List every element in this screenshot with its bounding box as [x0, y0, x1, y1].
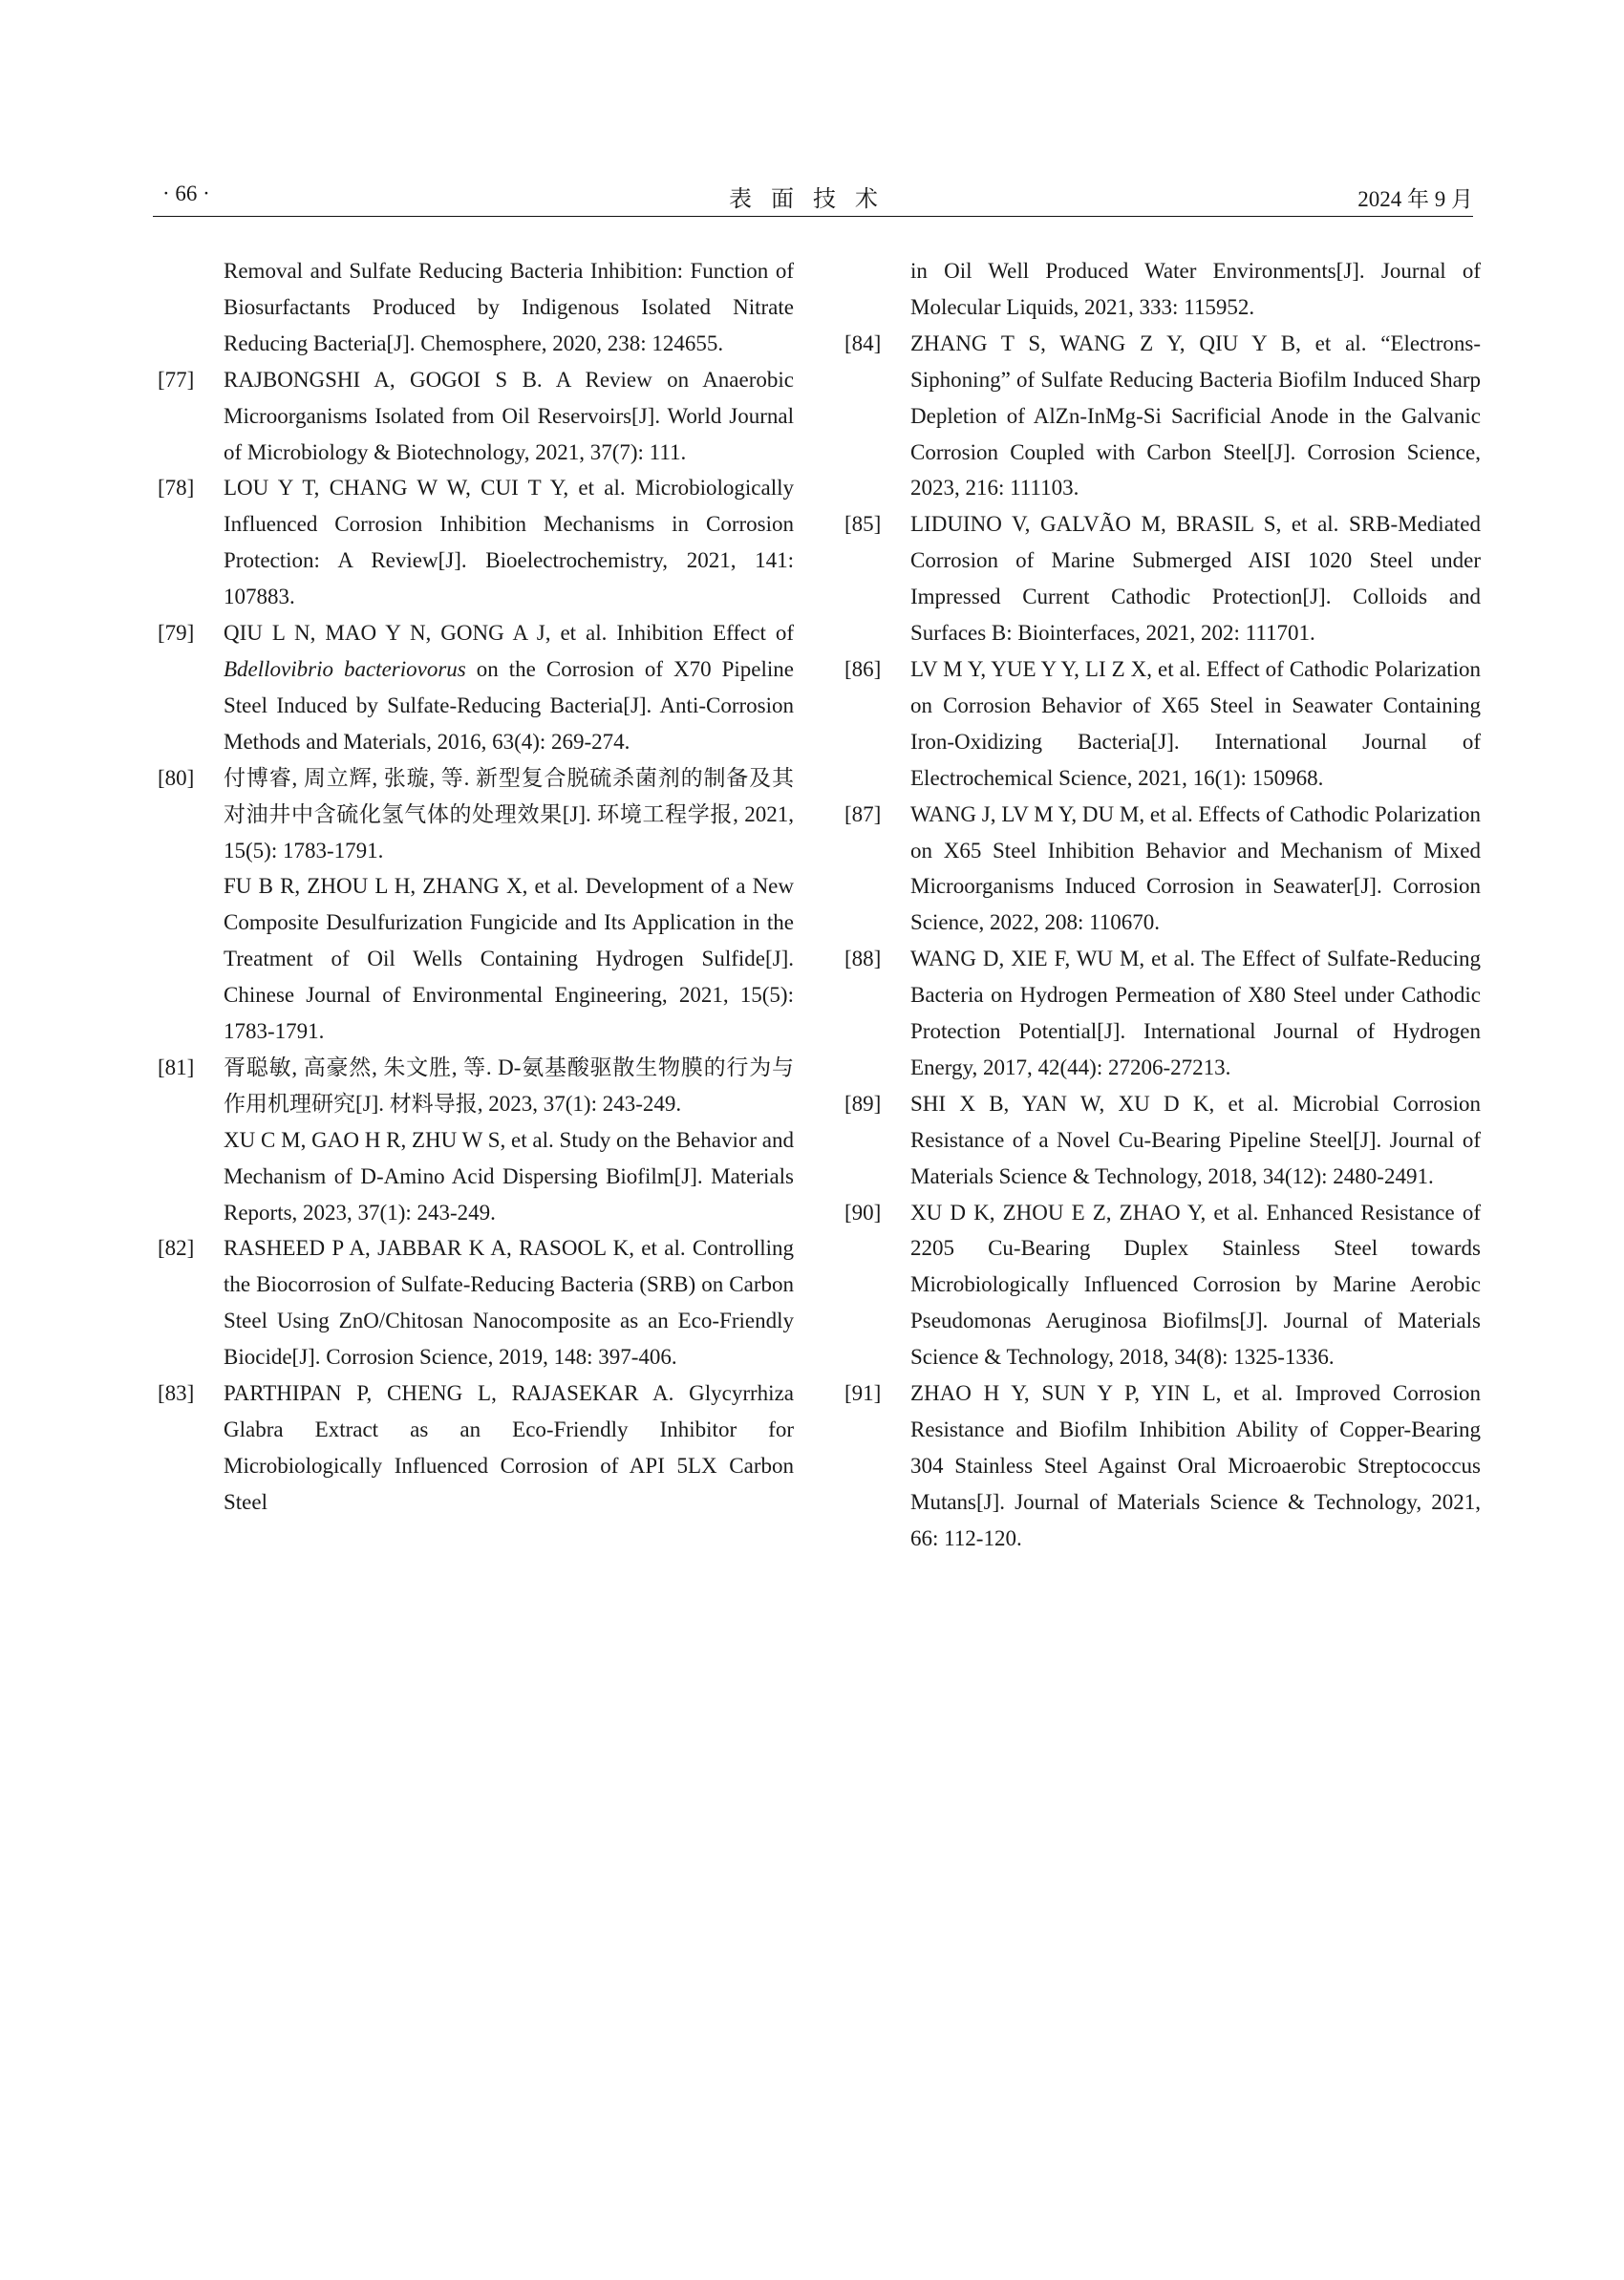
reference-item-78 [156, 470, 794, 615]
reference-number: [80] [158, 765, 195, 790]
reference-text-chinese: 胥聪敏, 高豪然, 朱文胜, 等. D-氨基酸驱散生物膜的行为与作用机理研究[J]. 材料导报, 2023, 37(1): 243-249. [224, 1055, 794, 1116]
reference-text: ZHAO H Y, SUN Y P, YIN L, et al. Improved Corrosion Resistance and Biofilm Inhibition Ability of Copper-Bearing 304 Stainless Steel Against Oral Microaerobic Streptococcus Mutans[J]. Journal of Materials Science & Technology, 2021, 66: 112-120. [910, 1381, 1481, 1550]
reference-number: [82] [158, 1236, 195, 1261]
reference-item-77 [156, 362, 794, 471]
reference-item-88 [843, 941, 1481, 1086]
reference-item-81 [156, 1050, 794, 1231]
reference-text: LV M Y, YUE Y Y, LI Z X, et al. Effect of Cathodic Polarization on Corrosion Behavior of X65 Steel in Seawater Containing Iron-Oxidizing Bacteria[J]. International Journal of Electrochemical Science, 2021, 16(1): 150968. [910, 656, 1481, 790]
reference-number: [91] [844, 1381, 882, 1406]
reference-item-89 [843, 1086, 1481, 1195]
reference-item-82 [156, 1230, 794, 1375]
reference-number: [81] [158, 1055, 195, 1079]
reference-item-76-cont [156, 253, 794, 362]
page-header [153, 178, 1473, 217]
reference-text: LIDUINO V, GALVÃO M, BRASIL S, et al. SRB-Mediated Corrosion of Marine Submerged AISI 1020 Steel under Impressed Current Cathodic Protection[J]. Colloids and Surfaces B: Biointerfaces, 2021, 202: 111701. [910, 512, 1481, 646]
reference-text: WANG D, XIE F, WU M, et al. The Effect of Sulfate-Reducing Bacteria on Hydrogen Permeation of X80 Steel under Cathodic Protection Potential[J]. International Journal of Hydrogen Energy, 2017, 42(44): 27206-27213. [910, 947, 1481, 1079]
reference-text [224, 615, 794, 760]
reference-text: XU D K, ZHOU E Z, ZHAO Y, et al. Enhanced Resistance of 2205 Cu-Bearing Duplex Stainless Steel towards Microbiologically Influenced Corrosion by Marine Aerobic Pseudomonas Aeruginosa Biofilms[J]. Journal of Materials Science & Technology, 2018, 34(8): 1325-1336. [910, 1200, 1481, 1370]
journal-title: 表面技术 [729, 187, 897, 212]
reference-text: ZHANG T S, WANG Z Y, QIU Y B, et al. “Electrons-Siphoning” of Sulfate Reducing Bacteria Biofilm Induced Sharp Depletion of AlZn-InMg-Si Sacrificial Anode in the Galvanic Corrosion Coupled with Carbon Steel[J]. Corrosion Science, 2023, 216: 111103. [910, 330, 1481, 501]
reference-text: RASHEED P A, JABBAR K A, RASOOL K, et al. Controlling the Biocorrosion of Sulfate-Reducing Bacteria (SRB) on Carbon Steel Using ZnO/Chitosan Nanocomposite as an Eco-Friendly Biocide[J]. Corrosion Science, 2019, 148: 397-406. [224, 1236, 794, 1370]
reference-number: [86] [844, 656, 882, 681]
reference-text-english: FU B R, ZHOU L H, ZHANG X, et al. Development of a New Composite Desulfurization Fungicide and Its Application in the Treatment of Oil Wells Containing Hydrogen Sulfide[J]. Chinese Journal of Environmental Engineering, 2021, 15(5): 1783-1791. [224, 874, 794, 1044]
reference-number: [89] [844, 1091, 882, 1116]
reference-number: [90] [844, 1200, 882, 1225]
reference-item-85 [843, 506, 1481, 651]
reference-number: [79] [158, 621, 195, 646]
reference-item-91 [843, 1375, 1481, 1557]
reference-item-84 [843, 326, 1481, 507]
reference-text: in Oil Well Produced Water Environments[J]. Journal of Molecular Liquids, 2021, 333: 115952. [910, 259, 1481, 319]
right-column [843, 253, 1481, 1557]
reference-item-90 [843, 1195, 1481, 1376]
reference-number: [84] [844, 330, 882, 355]
reference-item-83 [156, 1375, 794, 1521]
species-name: Bdellovibrio bacteriovorus [224, 656, 466, 681]
reference-text: LOU Y T, CHANG W W, CUI T Y, et al. Microbiologically Influenced Corrosion Inhibition Mechanisms in Corrosion Protection: A Review[J]. Bioelectrochemistry, 2021, 141: 107883. [224, 476, 794, 609]
reference-item-79 [156, 615, 794, 760]
reference-number: [78] [158, 476, 195, 501]
page-number: · 66 · [162, 181, 210, 205]
reference-number: [85] [844, 512, 882, 537]
reference-text: Removal and Sulfate Reducing Bacteria Inhibition: Function of Biosurfactants Produced by Indigenous Isolated Nitrate Reducing Bacteria[J]. Chemosphere, 2020, 238: 124655. [224, 259, 794, 355]
reference-text: SHI X B, YAN W, XU D K, et al. Microbial Corrosion Resistance of a Novel Cu-Bearing Pipeline Steel[J]. Journal of Materials Science & Technology, 2018, 34(12): 2480-2491. [910, 1091, 1481, 1188]
reference-text: WANG J, LV M Y, DU M, et al. Effects of Cathodic Polarization on X65 Steel Inhibition Behavior and Mechanism of Mixed Microorganisms Induced Corrosion in Seawater[J]. Corrosion Science, 2022, 208: 110670. [910, 801, 1481, 935]
reference-text: PARTHIPAN P, CHENG L, RAJASEKAR A. Glycyrrhiza Glabra Extract as an Eco-Friendly Inhibitor for Microbiologically Influenced Corrosion of API 5LX Carbon Steel [224, 1381, 794, 1514]
reference-number: [87] [844, 801, 882, 826]
reference-text: RAJBONGSHI A, GOGOI S B. A Review on Anaerobic Microorganisms Isolated from Oil Reservoirs[J]. World Journal of Microbiology & Biotechnology, 2021, 37(7): 111. [224, 367, 794, 464]
issue-date: 2024 年 9 月 [1357, 187, 1473, 211]
reference-number: [88] [844, 947, 882, 971]
reference-item-87 [843, 797, 1481, 942]
reference-text-part: on the Corrosion of X70 Pipeline Steel Induced by Sulfate-Reducing Bacteria[J]. Anti-Corrosion Methods and Materials, 2016, 63(4): 269-274. [224, 656, 794, 754]
reference-text-chinese: 付博睿, 周立辉, 张璇, 等. 新型复合脱硫杀菌剂的制备及其对油井中含硫化氢气体的处理效果[J]. 环境工程学报, 2021, 15(5): 1783-1791. [224, 765, 794, 863]
reference-text-part: QIU L N, MAO Y N, GONG A J, et al. Inhibition Effect of [224, 621, 794, 646]
reference-item-83-cont [843, 253, 1481, 326]
reference-number: [77] [158, 367, 195, 392]
reference-number: [83] [158, 1381, 195, 1406]
reference-item-86 [843, 651, 1481, 797]
reference-text-english: XU C M, GAO H R, ZHU W S, et al. Study on the Behavior and Mechanism of D-Amino Acid Dispersing Biofilm[J]. Materials Reports, 2023, 37(1): 243-249. [224, 1127, 794, 1225]
reference-item-80 [156, 760, 794, 1050]
left-column [156, 253, 794, 1521]
